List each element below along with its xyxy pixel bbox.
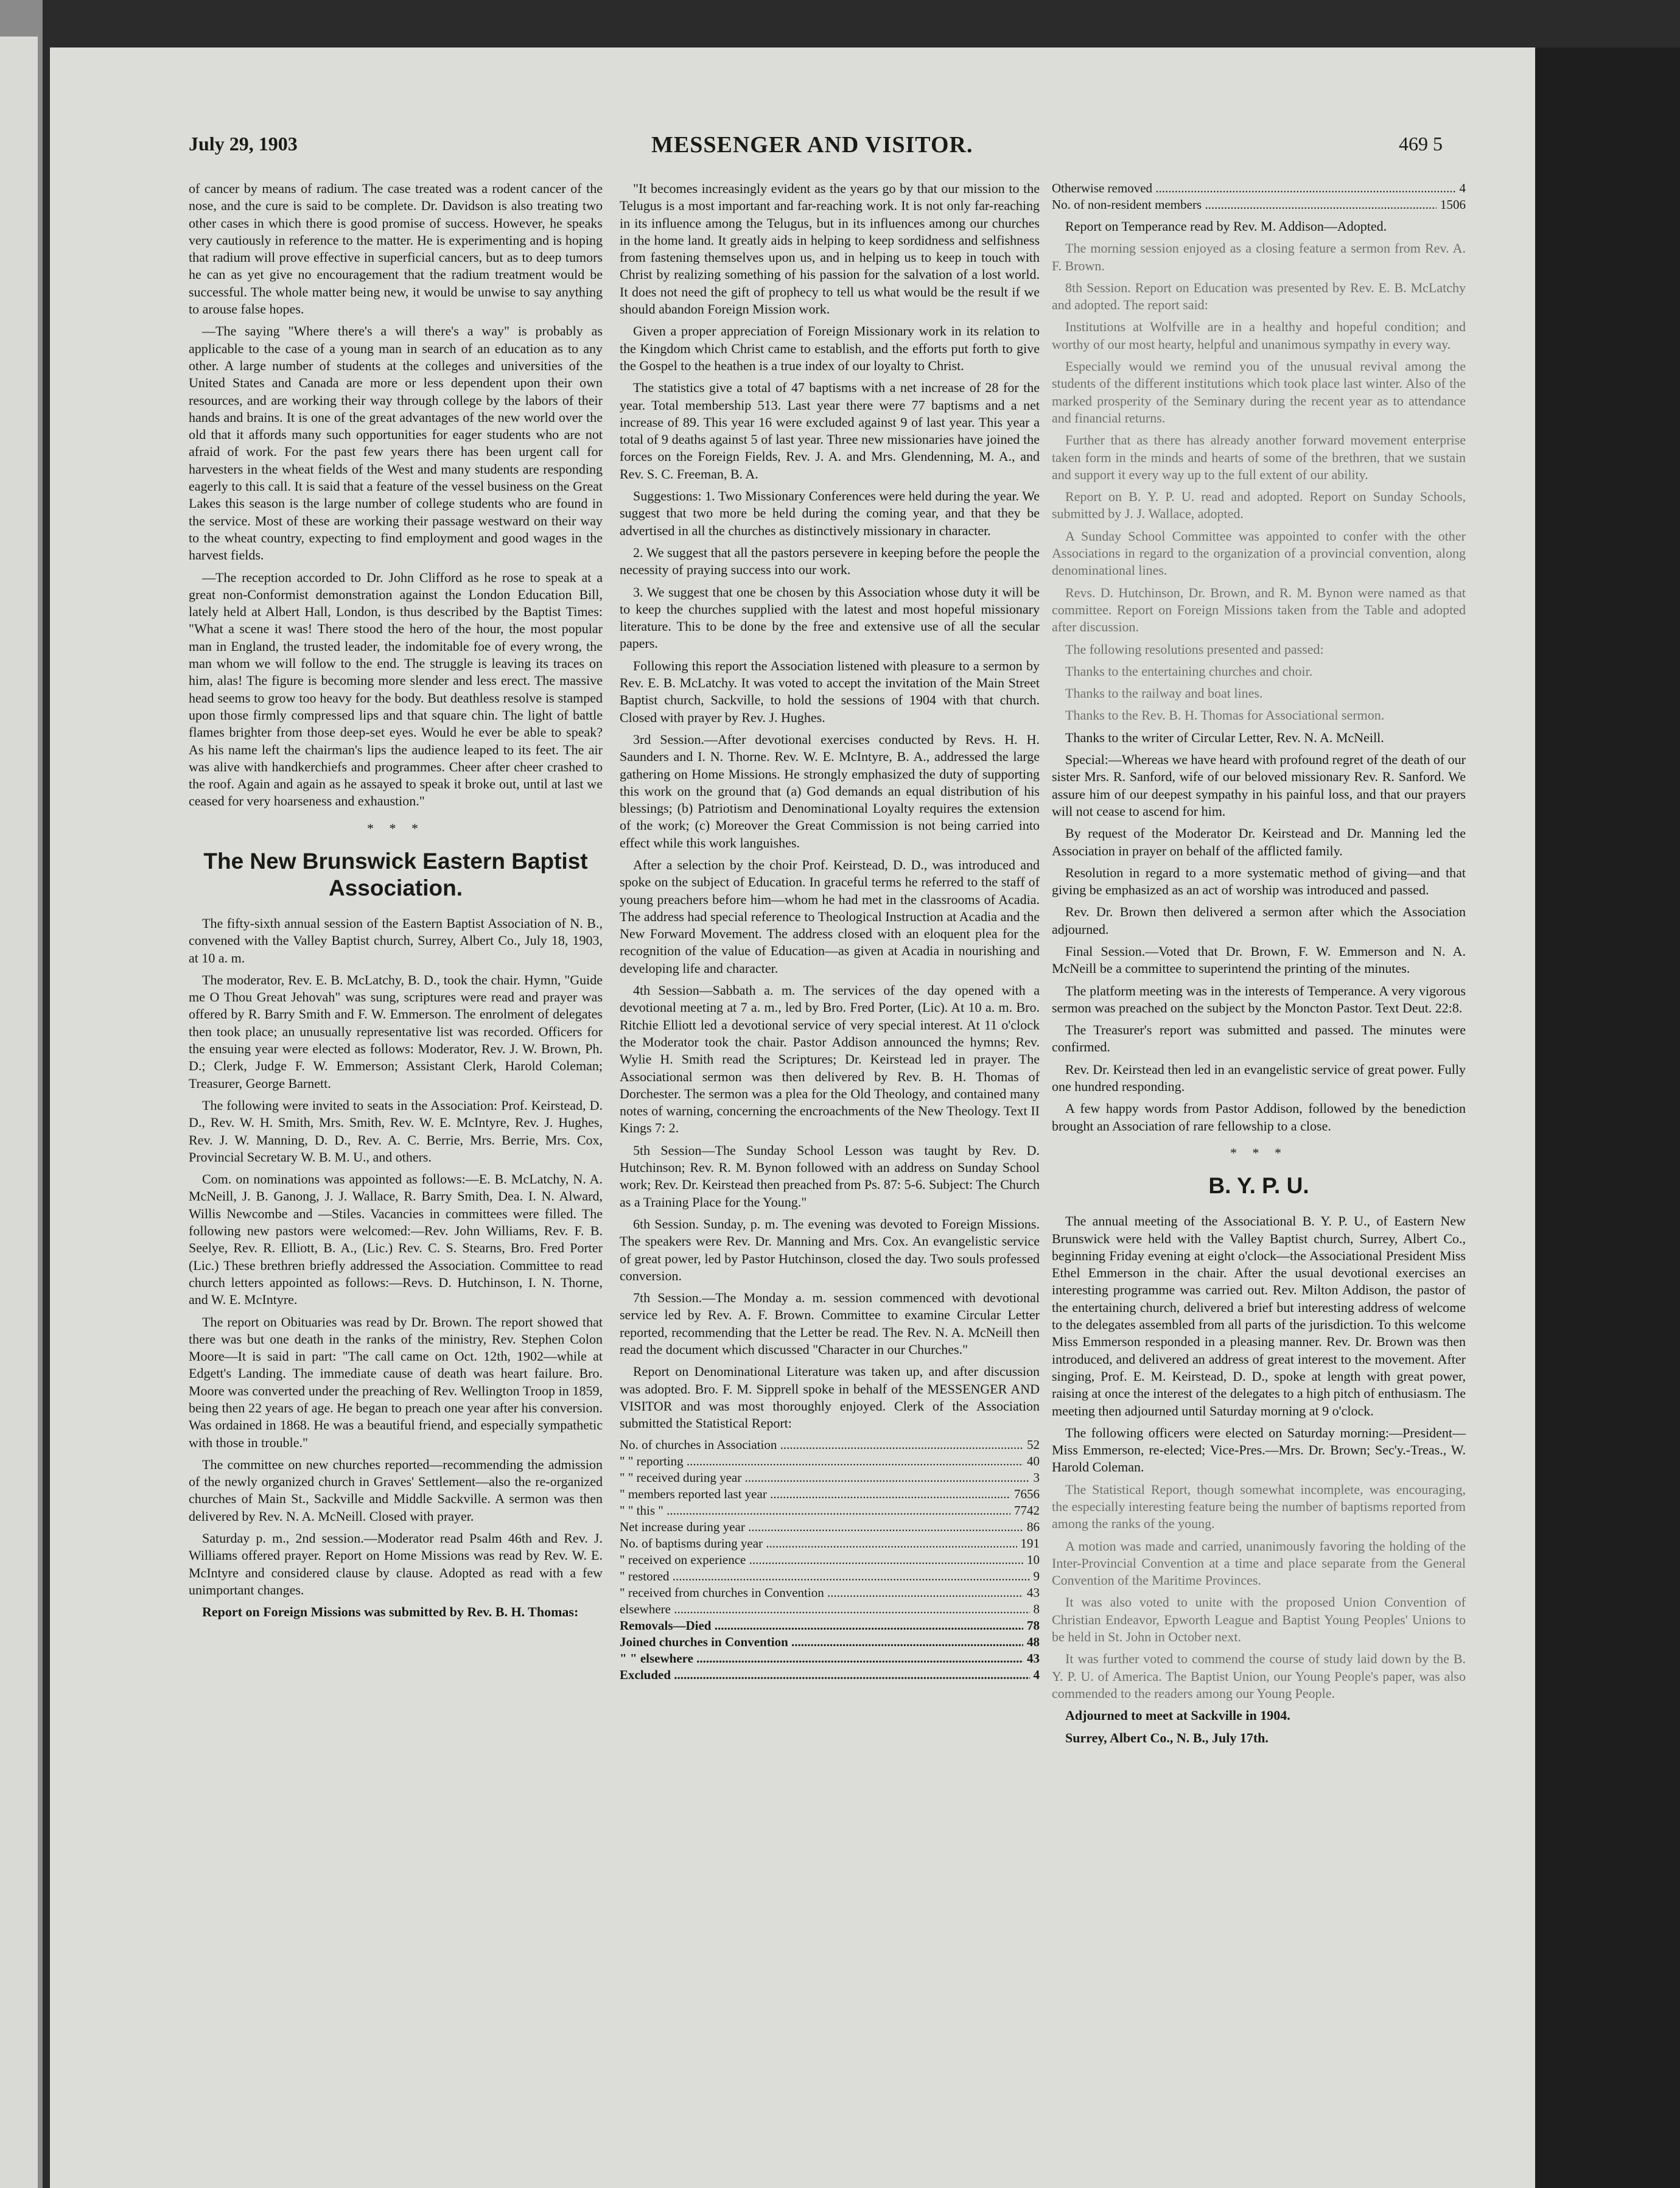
- session-paragraph: 5th Session—The Sunday School Lesson was taught by Rev. D. Hutchinson; Rev. R. M. Bynon followed with an address on Sunday School work; Rev. Dr. Keirstead then preached from Ps. 87: 5-6. Subject: The Church as a Training Place for the Young.": [620, 1142, 1040, 1210]
- stat-label: Otherwise removed .....: [1052, 180, 1456, 197]
- section-divider: * * *: [1230, 1145, 1287, 1160]
- stat-label: No. of churches in Association .....: [620, 1437, 1023, 1453]
- minutes-paragraph: Thanks to the railway and boat lines.: [1065, 686, 1263, 701]
- minutes-paragraph: Institutions at Wolfville are in a healthy and hopeful condition; and worthy of our most hearty, helpful and unanimous sympathy in every way.: [1052, 319, 1466, 352]
- minutes-paragraph: The platform meeting was in the interests of Temperance. A very vigorous sermon was preached on the subject by the Moncton Pastor. Text Deut. 22:8.: [1052, 983, 1466, 1015]
- minutes-paragraph: The morning session enjoyed as a closing feature a sermon from Rev. A. F. Brown.: [1052, 240, 1466, 273]
- stat-value: 7742: [1014, 1503, 1040, 1518]
- stat-value: 52: [1027, 1437, 1040, 1453]
- minutes-paragraph: Final Session.—Voted that Dr. Brown, F. W. Emmerson and N. A. McNeill be a committee to superintend the printing of the minutes.: [1052, 943, 1466, 977]
- bypu-paragraph: A motion was made and carried, unanimously favoring the holding of the Inter-Provincial Convention at a time and place separate from the General Convention of the Maritime Provinces.: [1052, 1538, 1466, 1588]
- mission-paragraph: Suggestions: 1. Two Missionary Conferences were held during the year. We suggest that two more be held during the coming year, and that they be advertised in all the churches as distinctively missionary in character.: [620, 488, 1040, 538]
- session-paragraph: After a selection by the choir Prof. Keirstead, D. D., was introduced and spoke on the subject of Education. In graceful terms he referred to the staff of young preachers before him—whom he had met in the classrooms of Acadia. The address had special reference to Theological Instruction at Acadia and the New Forward Movement. The address closed with an eloquent plea for the recognition of the value of Education—as given at Acadia in nourishing and developing life and character.: [620, 857, 1040, 976]
- minutes-paragraph: Rev. Dr. Brown then delivered a sermon after which the Association adjourned.: [1052, 904, 1466, 937]
- bypu-paragraph: Adjourned to meet at Sackville in 1904.: [1065, 1708, 1290, 1723]
- stat-label: elsewhere .....: [620, 1601, 1030, 1618]
- assoc-paragraph: Saturday p. m., 2nd session.—Moderator read Psalm 46th and Rev. J. Williams offered prayer. Report on Home Missions was read by Rev. W. E. McIntyre and considered clause by clause. Adopted as read with a few unimportant changes.: [189, 1531, 603, 1597]
- stat-label: Joined churches in Convention .....: [620, 1634, 1023, 1650]
- assoc-paragraph: The report on Obituaries was read by Dr. Brown. The report showed that there was but one death in the ranks of the ministry, Rev. Stephen Colon Moore—It is said in part: "The call came on Oct. 12th, 1902—while at Edgett's Landing. The immediate cause of death was heart failure. Bro. Moore was converted under the preaching of Rev. Wellington Troop in 1859, being then 22 years of age. He began to preach one year after his conversion. Was ordained in 1868. He was a beautiful friend, and especially sympathetic with those in trouble.": [189, 1314, 603, 1450]
- page-header: [140, 133, 1467, 169]
- stat-value: 191: [1020, 1536, 1040, 1551]
- assoc-paragraph: The following were invited to seats in the Association: Prof. Keirstead, D. D., Rev. W. H. Smith, Mrs. Smith, Rev. W. E. McIntyre, Rev. J. Hughes, Rev. J. W. Manning, D. D., Rev. A. C. Berrie, Mrs. Berrie, Mrs. Cox, Provincial Secretary W. B. M. U., and others.: [189, 1097, 603, 1165]
- bypu-paragraph: It was further voted to commend the course of study laid down by the B. Y. P. U. of America. The Baptist Union, our Young People's paper, was also commended to the readers among our Young People.: [1052, 1651, 1466, 1701]
- stat-value: 3: [1033, 1470, 1040, 1485]
- stat-value: 8: [1033, 1602, 1040, 1617]
- stat-label: Excluded .....: [620, 1667, 1030, 1683]
- stat-row: [620, 1486, 1040, 1502]
- session-paragraph: 3rd Session.—After devotional exercises conducted by Revs. H. H. Saunders and I. N. Thorne. Rev. W. E. McIntyre, B. A., addressed the large gathering on Home Missions. He strongly emphasized the duty of supporting this work on the ground that (a) God demands an equal distribution of his blessings; (b) Patriotism and Denominational Loyalty requires the extension of the work; (c) Moreover the Great Commission is not being carried into effect while this work languishes.: [620, 731, 1040, 850]
- minutes-paragraph: A few happy words from Pastor Addison, followed by the benediction brought an Association of rare fellowship to a close.: [1052, 1101, 1466, 1134]
- session-paragraph: 7th Session.—The Monday a. m. session commenced with devotional service led by Rev. A. F. Brown. Committee to examine Circular Letter reported, recommending that the Letter be read. The Rev. N. A. McNeill then read the document which discussed "Character in our Churches.": [620, 1290, 1040, 1357]
- minutes-paragraph: Especially would we remind you of the unusual revival among the students of the different institutions which took place last winter. Also of the marked prosperity of the Seminary during the recent year as to attendance and financial returns.: [1052, 359, 1466, 426]
- minutes-paragraph: Report on Temperance read by Rev. M. Addison—Adopted.: [1065, 219, 1387, 234]
- minutes-paragraph: Rev. Dr. Keirstead then led in an evangelistic service of great power. Fully one hundred responding.: [1052, 1061, 1466, 1095]
- minutes-paragraph: A Sunday School Committee was appointed to confer with the other Associations in regard to the organization of a provincial convention, along denominational lines.: [1052, 528, 1466, 578]
- session-paragraph: 6th Session. Sunday, p. m. The evening was devoted to Foreign Missions. The speakers were Rev. Dr. Manning and Mrs. Cox. An evangelistic service of great power, led by Pastor Hutchinson, closed the day. Two souls professed conversion.: [620, 1216, 1040, 1283]
- mission-paragraph: Given a proper appreciation of Foreign Missionary work in its relation to the Kingdom which Christ came to establish, and the efforts put forth to give the Gospel to the heathen is a true index of our loyalty to Christ.: [620, 323, 1040, 373]
- page-shadow: [1535, 47, 1680, 2188]
- mission-paragraph: 2. We suggest that all the pastors persevere in keeping before the people the necessity of praying success into our work.: [620, 544, 1040, 578]
- stat-row: [620, 1519, 1040, 1535]
- mission-paragraph: The statistics give a total of 47 baptisms with a net increase of 28 for the year. Total membership 513. Last year there were 77 baptisms and a net increase of 89. This year 16 were excluded against 9 of last year. This year a total of 9 deaths against 5 of last year. Three new missionaries have joined the forces on the Foreign Fields, Rev. J. A. and Mrs. Glendenning, M. A., and Rev. S. C. Freeman, B. A.: [620, 380, 1040, 482]
- stat-value: 78: [1027, 1618, 1040, 1633]
- section-divider: * * *: [367, 820, 424, 836]
- minutes-paragraph: The Treasurer's report was submitted and passed. The minutes were confirmed.: [1052, 1022, 1466, 1055]
- stat-label: " " this " .....: [620, 1502, 1010, 1519]
- stat-value: 4: [1459, 181, 1466, 195]
- bypu-paragraph: It was also voted to unite with the proposed Union Convention of Christian Endeavor, Epworth League and Baptist Young Peoples' Unions to be held in St. John in October next.: [1052, 1594, 1466, 1645]
- minutes-paragraph: Revs. D. Hutchinson, Dr. Brown, and R. M. Bynon were named as that committee. Report on Foreign Missions taken from the Table and adopted after discussion.: [1052, 584, 1466, 635]
- masthead-title: MESSENGER AND VISITOR.: [651, 132, 973, 158]
- stat-label: " restored .....: [620, 1568, 1030, 1585]
- session-paragraph: Report on Denominational Literature was taken up, and after discussion was adopted. Bro. F. M. Sipprell spoke in behalf of the MESSENGER AND VISITOR and was most thoroughly enjoyed. Clerk of the Association submitted the Statistical Report:: [620, 1364, 1040, 1431]
- assoc-paragraph: Com. on nominations was appointed as follows:—E. B. McLatchy, N. A. McNeill, J. B. Ganong, J. J. Wallace, R. Barry Smith, Dea. I. N. Alward, Willis Newcombe and —Stiles. Vacancies in committees were filled. The following new pastors were welcomed:—Rev. John Williams, Rev. F. B. Seelye, Rev. R. Elliott, B. A., (Lic.) Rev. C. S. Stearns, Bro. Fred Porter (Lic.) These brethren briefly addressed the Association. Committee to read church letters appointed as follows:—Revs. D. Hutchinson, I. N. Thorne, and W. E. McIntyre.: [189, 1171, 603, 1308]
- stat-label: " members reported last year .....: [620, 1486, 1010, 1502]
- paragraph-radium: of cancer by means of radium. The case treated was a rodent cancer of the nose, and the cure is said to be complete. Dr. Davidson is also treating two other cases in which there is good promise of success. However, he speaks very cautiously in reference to the matter. He is experimenting and is hoping that radium will prove effective in superficial cancers, but as to deep tumors he can as yet give no encouragement that the radium treatment would be successful. The whole matter being new, it would be unwise to say anything to arouse false hopes.: [189, 181, 603, 317]
- stat-value: 43: [1027, 1585, 1040, 1601]
- bypu-heading: B. Y. P. U.: [1208, 1173, 1309, 1199]
- stat-label: " " reporting .....: [620, 1453, 1023, 1470]
- stat-row: [620, 1585, 1040, 1601]
- assoc-paragraph: The fifty-sixth annual session of the Eastern Baptist Association of N. B., convened with the Valley Baptist church, Surrey, Albert Co., July 18, 1903, at 10 a. m.: [189, 915, 603, 966]
- stat-row: [620, 1667, 1040, 1683]
- stat-row: [620, 1502, 1040, 1519]
- stat-row: [620, 1650, 1040, 1667]
- stat-row: [620, 1634, 1040, 1650]
- stat-row: [620, 1601, 1040, 1618]
- minutes-paragraph: By request of the Moderator Dr. Keirstead and Dr. Manning led the Association in prayer on behalf of the afflicted family.: [1052, 826, 1466, 858]
- paragraph-students: —The saying "Where there's a will there's a way" is probably as applicable to the case of a young man in search of an education as to any other. A large number of students at the colleges and universities of the United States and Canada are more or less dependent upon their own resources, and are working their way through college by the labors of their hands and brains. It is one of the great advantages of the new world over the old that it affords many such opportunities for eager students who are not afraid of work. For the past few years there has been urgent call for harvesters in the wheat fields of the West and many students are responding eagerly to this call. It is said that a feature of the vessel business on the Great Lakes this season is the large number of college students who are found in the service. Most of these are working their passage westward on their way to the wheat country, expecting to find employment and good wages in the harvest fields.: [189, 323, 603, 563]
- minutes-paragraph: Thanks to the Rev. B. H. Thomas for Associational sermon.: [1065, 707, 1385, 723]
- issue-date: July 29, 1903: [189, 133, 298, 155]
- stat-label: " received from churches in Convention .....: [620, 1585, 1023, 1601]
- stat-value: 7656: [1014, 1487, 1040, 1502]
- minutes-paragraph: Further that as there has already another forward movement enterprise taken form in the minds and hearts of some of the brethren, that we sustain and support it every way up to the full extent of our ability.: [1052, 432, 1466, 482]
- stat-label: Net increase during year .....: [620, 1519, 1023, 1535]
- minutes-paragraph: Report on B. Y. P. U. read and adopted. Report on Sunday Schools, submitted by J. J. Wallace, adopted.: [1052, 489, 1466, 522]
- stat-label: Removals—Died .....: [620, 1618, 1023, 1634]
- stat-row: [620, 1535, 1040, 1552]
- session-paragraph: 4th Session—Sabbath a. m. The services of the day opened with a devotional meeting at 7 a. m., led by Bro. Fred Porter, (Lic). At 10 a. m. Bro. Ritchie Elliott led a devotional service of very special interest. At 11 o'clock the Moderator took the chair. Pastor Addison announced the hymns; Rev. Wylie H. Smith read the Scriptures; Dr. Keirstead led in prayer. The Associational sermon was then delivered by Rev. B. H. Thomas of Dorchester. The sermon was a plea for the Old Theology, and contained many notes of warning, concerning the encroachments of the New Theology. Text II Kings 7: 2.: [620, 983, 1040, 1136]
- mission-paragraph: "It becomes increasingly evident as the years go by that our mission to the Telugus is a most important and far-reaching work. It is not only far-reaching in its influence among the Telugus, but in its influences among our churches in the home land. It greatly aids in helping to keep sordidness and selfishness from fastening themselves upon us, and in helping us to keep in touch with Christ by realizing something of his passion for the salvation of a lost world. It does not need the gift of prophecy to tell us what would be the result if we should abandon Foreign Mission work.: [620, 181, 1040, 317]
- session-paragraph: Following this report the Association listened with pleasure to a sermon by Rev. E. B. McLatchy. It was voted to accept the invitation of the Main Street Baptist church, Sackville, to hold the sessions of 1904 with that church. Closed with prayer by Rev. J. Hughes.: [620, 657, 1040, 725]
- paragraph-clifford: —The reception accorded to Dr. John Clifford as he rose to speak at a great non-Conformist demonstration against the London Education Bill, lately held at Albert Hall, London, is thus described by the Baptist Times: "What a scene it was! There stood the hero of the hour, the most popular man in England, the trusted leader, the indomitable foe of every wrong, the man whom we will follow to the end. The struggle is leaving its traces on him, alas! The figure is becoming more slender and less erect. The massive head seems to grow too heavy for the body. But deathless resolve is stamped upon those firmly compressed lips and that square chin. The light of battle flames brighter from those deep-set eyes. Would he ever be able to speak? As his name left the chairman's lips the audience leaped to its feet. The air was alive with handkerchiefs and programmes. Cheer after cheer crashed to the roof. Again and again as he assayed to speak it broke out, until at last we ceased for very hoarseness and exhaustion.": [189, 569, 603, 809]
- stat-label: " " elsewhere .....: [620, 1650, 1023, 1667]
- stat-row: [620, 1552, 1040, 1568]
- stat-row: [620, 1470, 1040, 1486]
- minutes-paragraph: Special:—Whereas we have heard with profound regret of the death of our sister Mrs. R. Sanford, wife of our beloved missionary Rev. R. Sanford. We assure him of our deepest sympathy in his painful loss, and that our prayers will not cease to ascend for him.: [1052, 752, 1466, 819]
- assoc-paragraph: Report on Foreign Missions was submitted by Rev. B. H. Thomas:: [202, 1604, 579, 1620]
- statistical-report: [620, 1437, 1040, 1683]
- bypu-paragraph: Surrey, Albert Co., N. B., July 17th.: [1065, 1730, 1269, 1745]
- stat-row: [1052, 180, 1466, 197]
- minutes-paragraph: Resolution in regard to a more systematic method of giving—and that giving be emphasized as an act of worship was introduced and passed.: [1052, 864, 1466, 898]
- stat-value: 10: [1027, 1552, 1040, 1568]
- stat-value: 9: [1033, 1569, 1040, 1584]
- adjacent-page-paper: [0, 37, 38, 2188]
- stat-value: 1506: [1440, 197, 1466, 212]
- bypu-paragraph: The Statistical Report, though somewhat incomplete, was encouraging, the especially interesting feature being the number of baptisms reported from among the ranks of the young.: [1052, 1481, 1466, 1532]
- stat-label: " " received during year .....: [620, 1470, 1030, 1486]
- stat-value: 48: [1027, 1635, 1040, 1650]
- minutes-paragraph: Thanks to the writer of Circular Letter, Rev. N. A. McNeill.: [1065, 729, 1384, 745]
- stat-row: [620, 1568, 1040, 1585]
- page-number: 469 5: [1399, 133, 1443, 155]
- column-1: [189, 180, 603, 1626]
- stat-label: No. of non-resident members .....: [1052, 197, 1437, 213]
- article-heading: The New Brunswick Eastern Baptist Association.: [203, 848, 588, 900]
- stat-label: " received on experience .....: [620, 1552, 1023, 1568]
- minutes-paragraph: The following resolutions presented and passed:: [1065, 641, 1324, 657]
- bypu-paragraph: The following officers were elected on Saturday morning:—President—Miss Emmerson, re-elected; Vice-Pres.—Mrs. Dr. Brown; Sec'y.-Treas., W. Harold Coleman.: [1052, 1425, 1466, 1475]
- stat-label: No. of baptisms during year .....: [620, 1535, 1017, 1552]
- assoc-paragraph: The committee on new churches reported—recommending the admission of the newly organized church in Graves' Settlement—also the re-organized churches of Main St., Sackville and Middle Sackville. A sermon was then delivered by Rev. N. A. McNeill. Closed with prayer.: [189, 1456, 603, 1524]
- stat-value: 43: [1027, 1651, 1040, 1666]
- bypu-paragraph: The annual meeting of the Associational B. Y. P. U., of Eastern New Brunswick were held with the Valley Baptist church, Surrey, Albert Co., beginning Friday evening at eight o'clock—the Associational President Miss Ethel Emmerson in the chair. After the usual devotional exercises an interesting programme was carried out. Rev. Milton Addison, the pastor of the entertaining church, delivered a brief but interesting address of welcome to the delegates assembled from all parts of the jurisdiction. To this welcome Miss Emmerson responded in a pleasing manner. Rev. Dr. Brown was then introduced, and delivered an address of great interest to the movement. After singing, Prof. E. M. Keirstead, D. D., spoke at length with great power, raising at once the interest of the delegates to a high pitch of enthusiasm. The meeting then adjourned until Saturday morning at 9 o'clock.: [1052, 1213, 1466, 1418]
- stat-row: [620, 1437, 1040, 1453]
- stat-value: 86: [1027, 1520, 1040, 1535]
- column-3: [1052, 180, 1466, 1751]
- adjacent-page-edge: [0, 0, 43, 2188]
- stat-value: 4: [1033, 1667, 1040, 1683]
- stat-row: [620, 1453, 1040, 1470]
- minutes-paragraph: Thanks to the entertaining churches and choir.: [1065, 663, 1313, 679]
- stat-value: 40: [1027, 1454, 1040, 1469]
- mission-paragraph: 3. We suggest that one be chosen by this Association whose duty it will be to keep the churches supplied with the latest and most hopeful missionary literature. This to be done by the free and extensive use of all the secular papers.: [620, 584, 1040, 651]
- stat-row: [1052, 197, 1466, 213]
- assoc-paragraph: The moderator, Rev. E. B. McLatchy, B. D., took the chair. Hymn, "Guide me O Thou Great Jehovah" was sung, scriptures were read and prayer was offered by R. Barry Smith and F. W. Emmerson. The enrolment of delegates then took place; an unusually representative list was recorded. Officers for the ensuing year were elected as follows: Moderator, Rev. J. W. Brown, Ph. D.; Clerk, Judge F. W. Emmerson; Assistant Clerk, Harold Coleman; Treasurer, George Barnett.: [189, 972, 603, 1091]
- minutes-paragraph: 8th Session. Report on Education was presented by Rev. E. B. McLatchy and adopted. The report said:: [1052, 279, 1466, 313]
- column-2: [620, 180, 1040, 1683]
- stat-row: [620, 1618, 1040, 1634]
